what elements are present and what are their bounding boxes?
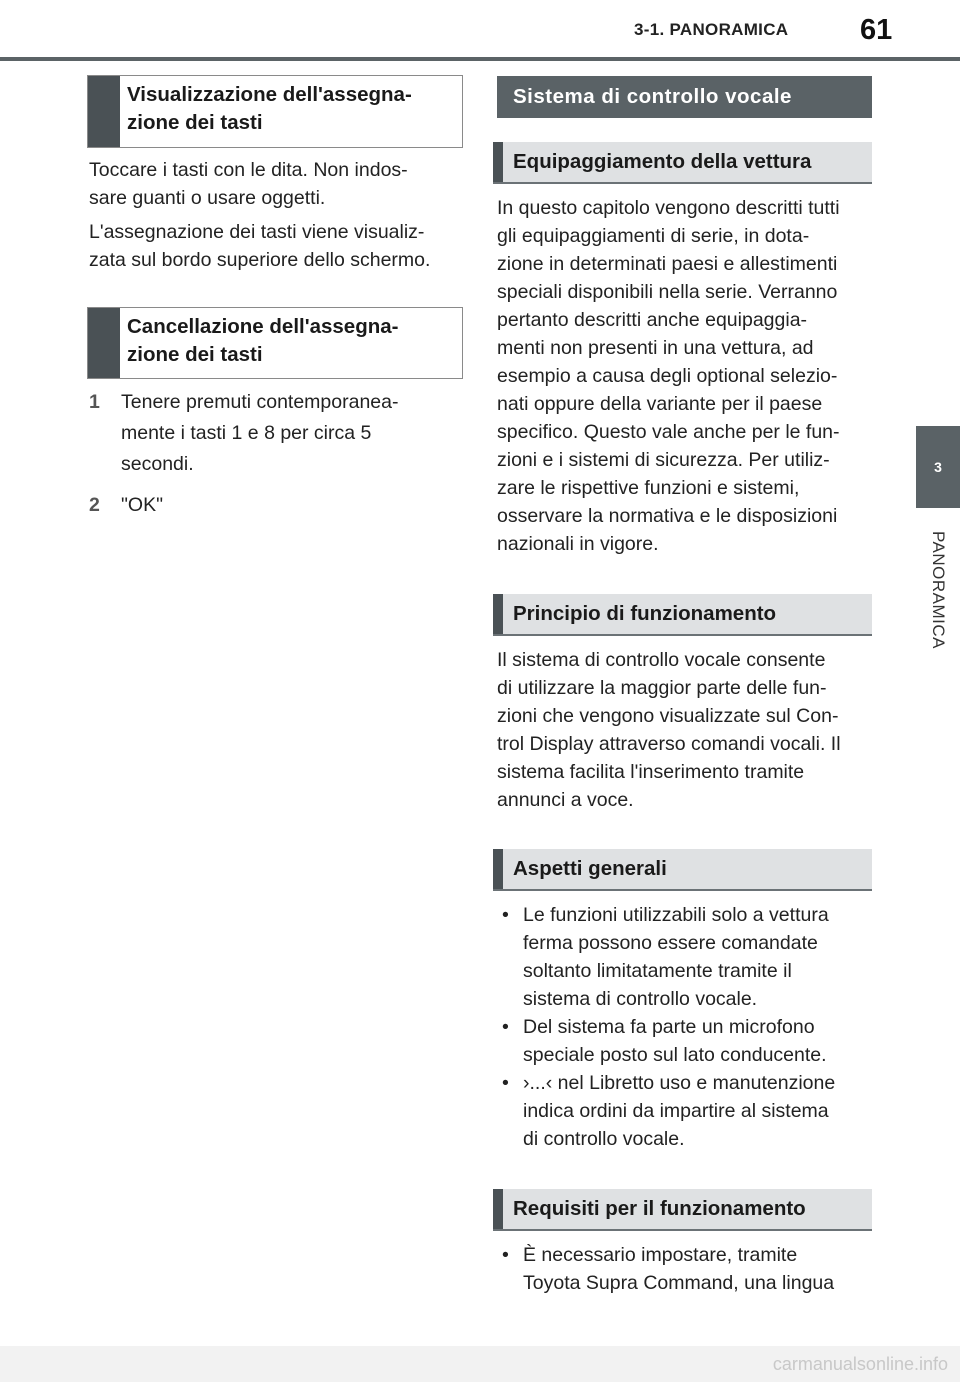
list-item <box>497 901 877 1013</box>
text-line: di utilizzare la maggior parte delle fun- <box>497 677 827 699</box>
bullet-icon: • <box>502 1072 509 1094</box>
subheading-text: Equipaggiamento della vettura <box>513 150 812 173</box>
text-line: speciale posto sul lato conducente. <box>523 1044 827 1066</box>
subheading-bar <box>493 594 503 634</box>
text-line: "OK" <box>121 494 164 516</box>
subheading-text: Requisiti per il funzionamento <box>513 1197 806 1220</box>
header-divider <box>0 57 960 61</box>
text-line: Toccare i tasti con le dita. Non indos- <box>89 159 408 181</box>
chapter-label: PANORAMICA <box>929 530 948 650</box>
heading-bar <box>88 76 120 147</box>
text-line: L'assegnazione dei tasti viene visualiz- <box>89 221 425 243</box>
text-line: ferma possono essere comandate <box>523 932 818 954</box>
step-item <box>89 387 399 480</box>
text-line: menti non presenti in una vettura, ad <box>497 337 814 359</box>
text-line: Tenere premuti contemporanea- <box>121 391 399 413</box>
bullet-list <box>497 1241 877 1297</box>
text-line: gli equipaggiamenti di serie, in dota- <box>497 225 810 247</box>
text-line: soltanto limitatamente tramite il <box>523 960 792 982</box>
subheading-text: Principio di funzionamento <box>513 602 777 625</box>
subheading-bar <box>493 849 503 889</box>
text-line: mente i tasti 1 e 8 per circa 5 <box>121 422 372 444</box>
text-line: speciali disponibili nella serie. Verranno <box>497 281 838 303</box>
text-line: zioni che vengono visualizzate sul Con- <box>497 705 839 727</box>
bullet-icon: • <box>502 904 509 926</box>
heading-line: zione dei tasti <box>127 111 263 134</box>
text-line: nazionali in vigore. <box>497 533 659 555</box>
subheading <box>493 849 872 891</box>
subheading <box>493 594 872 636</box>
text-line: sistema di controllo vocale. <box>523 988 758 1010</box>
text-line: ›...‹ nel Libretto uso e manutenzione <box>523 1072 836 1094</box>
text-line: sistema facilita l'inserimento tramite <box>497 761 805 783</box>
text-line: zare le rispettive funzioni e sistemi, <box>497 477 800 499</box>
subheading <box>493 1189 872 1231</box>
paragraph <box>497 646 841 814</box>
text-line: specifico. Questo vale anche per le fun- <box>497 421 840 443</box>
text-line: esempio a causa degli optional selezio- <box>497 365 838 387</box>
paragraph <box>89 218 430 274</box>
text-line: zione in determinati paesi e allestimenti <box>497 253 838 275</box>
bullet-list <box>497 901 877 1153</box>
text-line: di controllo vocale. <box>523 1128 685 1150</box>
text-line: Del sistema fa parte un microfono <box>523 1016 815 1038</box>
text-line: zioni e i sistemi di sicurezza. Per utiliz- <box>497 449 830 471</box>
step-number: 2 <box>89 494 100 516</box>
text-line: sare guanti o usare oggetti. <box>89 187 326 209</box>
heading-key-assignment-display <box>87 75 463 148</box>
text-line: Toyota Supra Command, una lingua <box>523 1272 835 1294</box>
bullet-icon: • <box>502 1016 509 1038</box>
text-line: indica ordini da impartire al sistema <box>523 1100 829 1122</box>
text-line: osservare la normativa e le disposizioni <box>497 505 838 527</box>
paragraph <box>497 194 840 558</box>
bullet-icon: • <box>502 1244 509 1266</box>
heading-line: Visualizzazione dell'assegna- <box>127 83 412 106</box>
subheading-text: Aspetti generali <box>513 857 667 880</box>
text-line: zata sul bordo superiore dello schermo. <box>89 249 431 271</box>
subheading-bar <box>493 1189 503 1229</box>
subheading-bar <box>493 142 503 182</box>
svg-text:carmanualsonline.info: carmanualsonline.info <box>772 1354 948 1374</box>
section-header: 3-1. PANORAMICA <box>634 20 789 39</box>
list-item <box>497 1241 877 1297</box>
watermark-logo <box>0 1346 960 1382</box>
text-line: pertanto descritti anche equipaggia- <box>497 309 808 331</box>
text-line: annunci a voce. <box>497 789 634 811</box>
page-number: 61 <box>860 14 893 46</box>
list-item <box>497 1013 877 1069</box>
text-line: È necessario impostare, tramite <box>523 1244 798 1266</box>
chapter-tab: 3 <box>916 426 960 508</box>
text-line: trol Display attraverso comandi vocali. Il <box>497 733 841 755</box>
list-item <box>497 1069 877 1153</box>
text-line: Il sistema di controllo vocale consente <box>497 649 826 671</box>
text-line: In questo capitolo vengono descritti tutti <box>497 197 840 219</box>
text-line: Le funzioni utilizzabili solo a vettura <box>523 904 829 926</box>
heading-line: zione dei tasti <box>127 343 263 366</box>
watermark-strip <box>0 1346 960 1382</box>
section-title: Sistema di controllo vocale <box>497 76 872 118</box>
heading-line: Cancellazione dell'assegna- <box>127 315 399 338</box>
paragraph <box>89 156 408 212</box>
step-number: 1 <box>89 391 100 413</box>
heading-bar <box>88 308 120 378</box>
subheading <box>493 142 872 184</box>
text-line: secondi. <box>121 453 194 475</box>
text-line: nati oppure della variante per il paese <box>497 393 823 415</box>
heading-key-assignment-delete <box>87 307 463 379</box>
step-item <box>89 490 163 521</box>
